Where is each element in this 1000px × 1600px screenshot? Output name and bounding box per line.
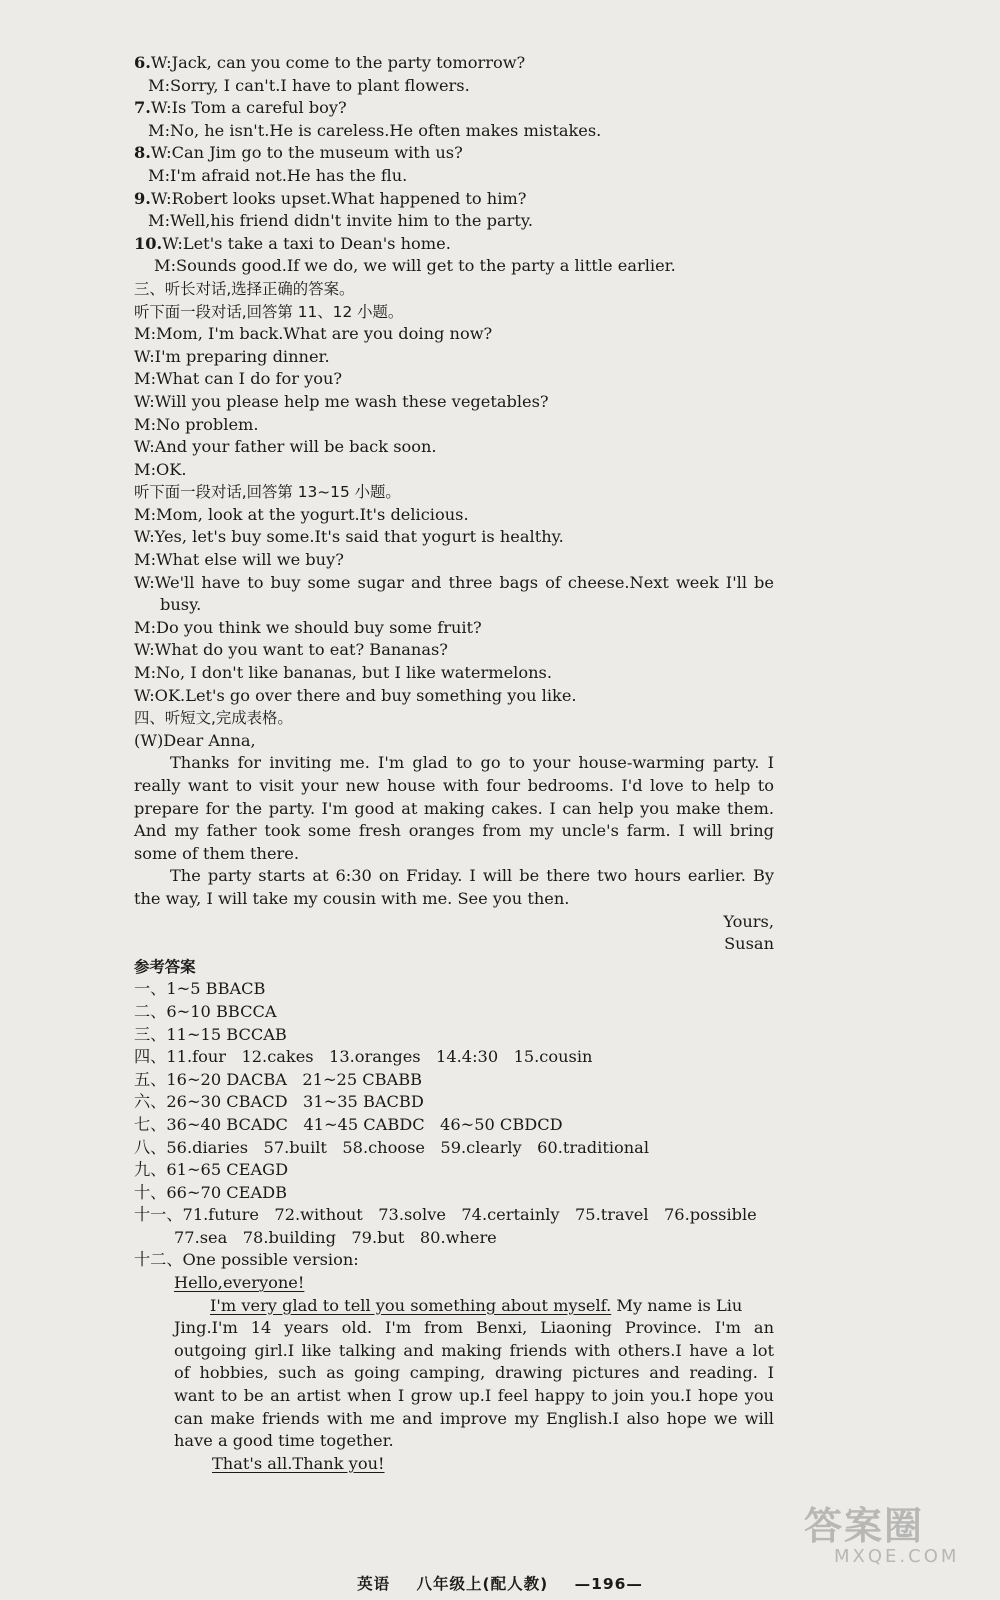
dialog-line: W:I'm preparing dinner. <box>134 346 330 366</box>
script-line: M:Sorry, I can't.I have to plant flowers. <box>148 75 470 95</box>
essay-heading: 十二、One possible version: <box>134 1250 359 1270</box>
dialog-line: M:No problem. <box>134 414 259 434</box>
dialog-line: W:OK.Let's go over there and buy something you like. <box>134 685 577 705</box>
answer-row: 十一、71.future 72.without 73.solve 74.certainly 75.travel 76.possible <box>134 1205 757 1225</box>
dialog-line: M:Mom, look at the yogurt.It's delicious. <box>134 504 469 524</box>
answer-row: 五、16~20 DACBA 21~25 CBABB <box>134 1069 423 1089</box>
script-line-10: 10.W:Let's take a taxi to Dean's home. <box>134 233 451 253</box>
watermark-main: 答案圈 <box>804 1504 925 1548</box>
watermark-url: MXQE.COM <box>834 1546 960 1567</box>
essay-line: outgoing girl.I like talking and making friends with others.I have a lot <box>174 1340 774 1360</box>
script-line: M:Well,his friend didn't invite him to the party. <box>148 211 534 231</box>
answer-row: 77.sea 78.building 79.but 80.where <box>174 1227 497 1247</box>
letter-line: And my father took some fresh oranges from my uncle's farm. I will bring <box>134 821 774 841</box>
letter-line: some of them there. <box>134 843 299 863</box>
letter-closing: Yours, <box>723 911 774 931</box>
letter-line: really want to visit your new house with four bedrooms. I'd love to help to <box>134 776 774 795</box>
essay-line: want to be an artist when I grow up.I feel happy to join you.I hope you <box>174 1386 774 1406</box>
script-line-6: 6.W:Jack, can you come to the party tomorrow? <box>134 53 526 72</box>
dialog-line: W:Will you please help me wash these vegetables? <box>134 391 549 411</box>
script-line: M:No, he isn't.He is careless.He often makes mistakes. <box>148 120 602 140</box>
answer-row: 三、11~15 BCCAB <box>134 1024 287 1044</box>
answer-row: 六、26~30 CBACD 31~35 BACBD <box>134 1092 424 1112</box>
answer-row: 八、56.diaries 57.built 58.choose 59.clearly 60.traditional <box>134 1137 649 1157</box>
answer-row: 七、36~40 BCADC 41~45 CABDC 46~50 CBDCD <box>134 1114 563 1134</box>
dialog-line: M:What can I do for you? <box>134 369 343 389</box>
letter-salutation: (W)Dear Anna, <box>134 730 256 750</box>
footer-grade: 八年级上(配人教) <box>416 1575 549 1593</box>
letter-line: the way, I will take my cousin with me. See you then. <box>134 888 570 908</box>
script-line: M:Sounds good.If we do, we will get to the party a little earlier. <box>154 256 676 276</box>
dialog-line: M:OK. <box>134 459 187 479</box>
letter-line: Thanks for inviting me. I'm glad to go to your house-warming party. I <box>170 753 774 773</box>
answer-row: 一、1~5 BBACB <box>134 979 266 999</box>
answer-row: 九、61~65 CEAGD <box>134 1160 289 1180</box>
dialog-line: busy. <box>160 595 202 615</box>
essay-line: can make friends with me and improve my English.I also hope we will <box>174 1408 774 1428</box>
watermark-logo <box>804 1506 974 1576</box>
essay-line: have a good time together. <box>174 1431 394 1451</box>
dialog-line: M:No, I don't like bananas, but I like watermelons. <box>134 663 552 683</box>
section-heading: 三、听长对话,选择正确的答案。 <box>134 279 355 298</box>
content-column <box>134 52 774 1475</box>
footer-subject: 英语 <box>357 1575 391 1593</box>
answer-row: 十、66~70 CEADB <box>134 1182 288 1202</box>
essay-greeting: Hello,everyone! <box>174 1273 305 1293</box>
essay-line: I'm very glad to tell you something about myself. My name is Liu <box>210 1295 743 1315</box>
script-line-9: 9.W:Robert looks upset.What happened to him? <box>134 188 527 208</box>
essay-line: Jing.I'm 14 years old. I'm from Benxi, Liaoning Province. I'm an <box>174 1318 774 1338</box>
dialog-line: M:Do you think we should buy some fruit? <box>134 617 482 637</box>
section-intro: 听下面一段对话,回答第 13~15 小题。 <box>134 483 401 502</box>
letter-line: prepare for the party. I'm good at making cakes. I can help you make them. <box>134 798 774 818</box>
dialog-line: W:What do you want to eat? Bananas? <box>134 640 448 660</box>
dialog-line: W:We'll have to buy some sugar and three bags of cheese.Next week I'll be <box>134 572 774 592</box>
dialog-line: M:Mom, I'm back.What are you doing now? <box>134 324 493 344</box>
answer-row: 二、6~10 BBCCA <box>134 1001 277 1021</box>
script-line: M:I'm afraid not.He has the flu. <box>148 165 408 185</box>
letter-line: The party starts at 6:30 on Friday. I will be there two hours earlier. By <box>170 866 774 886</box>
dialog-line: W:And your father will be back soon. <box>134 437 437 457</box>
section-heading: 四、听短文,完成表格。 <box>134 709 293 728</box>
dialog-line: W:Yes, let's buy some.It's said that yogurt is healthy. <box>134 527 564 547</box>
script-line-7: 7.W:Is Tom a careful boy? <box>134 98 347 118</box>
script-line-8: 8.W:Can Jim go to the museum with us? <box>134 143 463 163</box>
answers-heading: 参考答案 <box>134 957 196 976</box>
answer-row: 四、11.four 12.cakes 13.oranges 14.4:30 15.cousin <box>134 1047 593 1067</box>
footer-page-number: —196— <box>574 1575 643 1593</box>
section-intro: 听下面一段对话,回答第 11、12 小题。 <box>134 302 404 321</box>
letter-signature: Susan <box>724 934 774 954</box>
essay-ending: That's all.Thank you! <box>212 1453 385 1473</box>
dialog-line: M:What else will we buy? <box>134 550 344 570</box>
essay-line: of hobbies, such as going camping, drawing pictures and reading. I <box>174 1363 774 1383</box>
